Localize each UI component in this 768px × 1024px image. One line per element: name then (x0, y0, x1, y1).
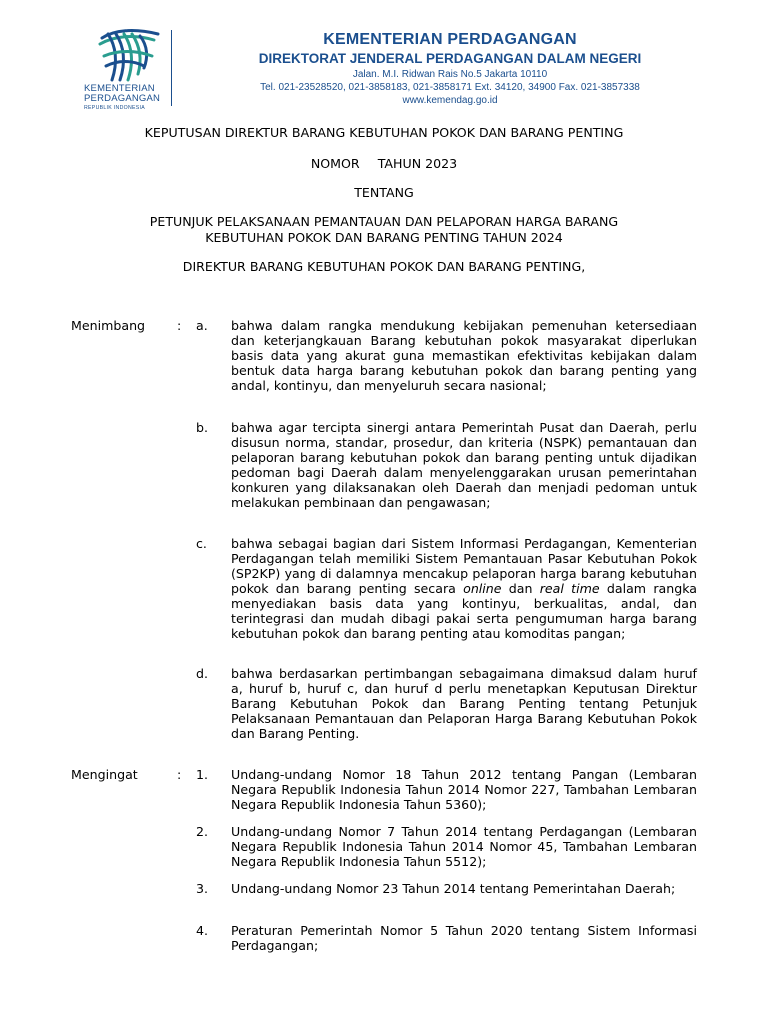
logo-text-kementerian: KEMENTERIAN (84, 83, 155, 94)
item-marker: a. (196, 318, 208, 333)
letterhead-divider (171, 30, 172, 106)
organization-block (230, 30, 670, 107)
item-text (231, 536, 697, 641)
logo-emblem-icon (94, 28, 166, 84)
item-text-part: bahwa sebagai bagian dari Sistem Informasi Perdagangan, Kementerian Perdagangan telah memiliki Sistem Pemantauan Pasar Kebutuhan Pokok (SP2KP) yang di dalamnya mencakup pelaporan harga barang kebutuhan pokok dan barang penting secara (231, 536, 697, 596)
mengingat-colon: : (177, 767, 182, 782)
menimbang-colon: : (177, 318, 182, 333)
item-marker: b. (196, 420, 208, 435)
subject-line-2: KEBUTUHAN POKOK DAN BARANG PENTING TAHUN 2024 (205, 230, 563, 245)
tentang-label: TENTANG (354, 185, 414, 200)
item-marker: 2. (196, 824, 209, 839)
nomor-label: NOMOR (310, 156, 360, 171)
item-marker: c. (196, 536, 207, 551)
item-text: Undang-undang Nomor 18 Tahun 2012 tentang Pangan (Lembaran Negara Republik Indonesia Tahun 2014 Nomor 227, Tambahan Lembaran Negara Republik Indonesia Tahun 5360); (231, 767, 697, 812)
mengingat-heading: Mengingat (71, 767, 138, 782)
item-text-part: dan (501, 581, 540, 596)
item-marker: 1. (196, 767, 209, 782)
ministry-logo (84, 28, 176, 110)
item-text-italic-online: online (463, 581, 502, 596)
letterhead (0, 0, 768, 115)
logo-text-republik: REPUBLIK INDONESIA (84, 105, 146, 111)
decree-authority: DIREKTUR BARANG KEBUTUHAN POKOK DAN BARANG PENTING, (182, 259, 586, 274)
item-text: Undang-undang Nomor 7 Tahun 2014 tentang Perdagangan (Lembaran Negara Republik Indonesia Tahun 2014 Nomor 45, Tambahan Lembaran Negara Republik Indonesia Tahun 5512); (231, 824, 697, 869)
item-text: bahwa agar tercipta sinergi antara Pemerintah Pusat dan Daerah, perlu disusun norma, standar, prosedur, dan kriteria (NSPK) pemantauan dan pelaporan barang kebutuhan pokok dan barang penting untuk dijadikan pedoman bagi Daerah dalam menyelenggarakan urusan pemerintahan konkuren yang dilaksanakan oleh Daerah dan menjadi pedoman untuk melakukan pembinaan dan pengawasan; (231, 420, 697, 510)
item-text: bahwa berdasarkan pertimbangan sebagaimana dimaksud dalam huruf a, huruf b, huruf c, dan huruf d perlu menetapkan Keputusan Direktur Barang Kebutuhan Pokok dan Barang Penting tentang Petunjuk Pelaksanaan Pemantauan dan Pelaporan Harga Barang Kebutuhan Pokok dan Barang Penting. (231, 666, 697, 741)
logo-text-perdagangan: PERDAGANGAN (84, 93, 161, 104)
decree-number (0, 156, 768, 172)
org-phone: Tel. 021-23528520, 021-3858183, 021-3858171 Ext. 34120, 34900 Fax. 021-3857338 (260, 82, 640, 93)
decree-year: TAHUN 2023 (377, 156, 458, 171)
item-marker: d. (196, 666, 208, 681)
item-text-part: dalam rangka menyediakan basis data yang kontinyu, berkualitas, andal, dan terintegrasi dan mudah dibagi pakai serta pengumuman harga barang kebutuhan pokok dan barang penting atau komoditas pangan; (231, 581, 697, 641)
decree-subject (0, 214, 768, 246)
subject-line-1: PETUNJUK PELAKSANAAN PEMANTAUAN DAN PELAPORAN HARGA BARANG (149, 214, 619, 229)
item-marker: 3. (196, 881, 209, 896)
item-marker: 4. (196, 923, 209, 938)
item-text: bahwa dalam rangka mendukung kebijakan pemenuhan ketersediaan dan keterjangkauan Barang kebutuhan pokok masyarakat diperlukan basis data yang akurat guna memastikan efektivitas kebijakan dalam bentuk data harga barang kebutuhan pokok dan barang penting yang andal, kontinyu, dan menyeluruh secara nasional; (231, 318, 697, 393)
org-directorate-name: DIREKTORAT JENDERAL PERDAGANGAN DALAM NEGERI (258, 51, 642, 66)
item-text: Peraturan Pemerintah Nomor 5 Tahun 2020 tentang Sistem Informasi Perdagangan; (231, 923, 697, 953)
menimbang-heading: Menimbang (71, 318, 146, 333)
org-address: Jalan. M.I. Ridwan Rais No.5 Jakarta 10110 (352, 69, 548, 80)
org-website[interactable]: www.kemendag.go.id (402, 95, 498, 106)
decree-title: KEPUTUSAN DIREKTUR BARANG KEBUTUHAN POKOK DAN BARANG PENTING (144, 125, 624, 140)
item-text-italic-realtime: real time (539, 581, 600, 596)
org-ministry-name: KEMENTERIAN PERDAGANGAN (323, 31, 577, 48)
item-text: Undang-undang Nomor 23 Tahun 2014 tentang Pemerintahan Daerah; (231, 881, 676, 896)
